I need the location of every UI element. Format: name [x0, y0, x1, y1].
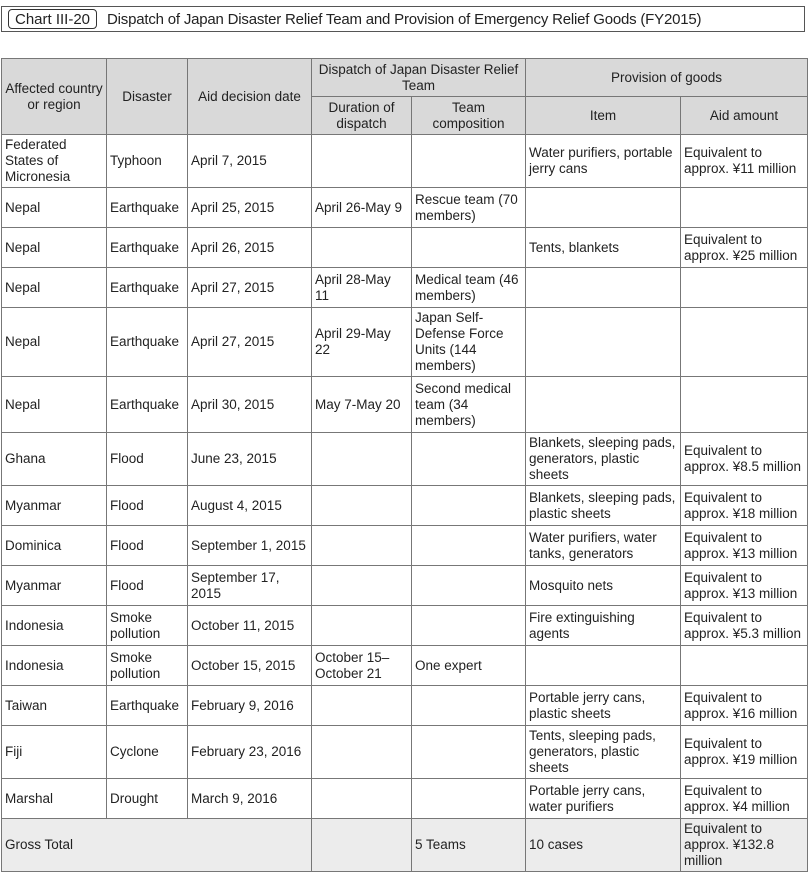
cell-amount: Equivalent to approx. ¥18 million: [681, 486, 808, 526]
header-date: Aid decision date: [188, 59, 312, 135]
cell-country: Indonesia: [2, 606, 107, 646]
cell-duration: April 29-May 22: [312, 308, 412, 377]
cell-amount: Equivalent to approx. ¥8.5 million: [681, 433, 808, 486]
cell-amount: Equivalent to approx. ¥13 million: [681, 566, 808, 606]
cell-duration: [312, 433, 412, 486]
cell-item: Portable jerry cans, water purifiers: [526, 779, 681, 819]
table-row: [2, 268, 808, 308]
cell-team: [412, 606, 526, 646]
cell-amount: [681, 377, 808, 433]
cell-item: Tents, blankets: [526, 228, 681, 268]
header-team: Team composition: [412, 97, 526, 135]
cell-duration: [312, 228, 412, 268]
cell-team: [412, 135, 526, 188]
cell-amount: Equivalent to approx. ¥19 million: [681, 726, 808, 779]
table-row: [2, 779, 808, 819]
header-goods-group: Provision of goods: [526, 59, 808, 97]
table-row: [2, 433, 808, 486]
cell-date: October 15, 2015: [188, 646, 312, 686]
table-row: [2, 135, 808, 188]
cell-duration: May 7-May 20: [312, 377, 412, 433]
cell-team: Medical team (46 members): [412, 268, 526, 308]
cell-date: February 23, 2016: [188, 726, 312, 779]
cell-item: Blankets, sleeping pads, generators, plastic sheets: [526, 433, 681, 486]
cell-amount: [681, 308, 808, 377]
cell-item: [526, 188, 681, 228]
cell-date: April 7, 2015: [188, 135, 312, 188]
cell-duration: [312, 486, 412, 526]
cell-amount: Equivalent to approx. ¥16 million: [681, 686, 808, 726]
cell-country: Myanmar: [2, 486, 107, 526]
cell-country: Dominica: [2, 526, 107, 566]
table-row: [2, 486, 808, 526]
cell-country: Nepal: [2, 308, 107, 377]
cell-item: [526, 646, 681, 686]
cell-disaster: Earthquake: [107, 686, 188, 726]
cell-country: Nepal: [2, 188, 107, 228]
chart-title: Dispatch of Japan Disaster Relief Team and Provision of Emergency Relief Goods (FY2015): [107, 10, 702, 28]
cell-disaster: Flood: [107, 486, 188, 526]
cell-duration: [312, 566, 412, 606]
cell-duration: April 28-May 11: [312, 268, 412, 308]
cell-amount: Equivalent to approx. ¥11 million: [681, 135, 808, 188]
cell-country: Ghana: [2, 433, 107, 486]
cell-country: Federated States of Micronesia: [2, 135, 107, 188]
cell-disaster: Earthquake: [107, 228, 188, 268]
cell-disaster: Smoke pollution: [107, 646, 188, 686]
cell-country: Nepal: [2, 228, 107, 268]
cell-country: Nepal: [2, 377, 107, 433]
cell-amount: Equivalent to approx. ¥25 million: [681, 228, 808, 268]
cell-date: August 4, 2015: [188, 486, 312, 526]
cell-disaster: Flood: [107, 566, 188, 606]
cell-team: [412, 566, 526, 606]
table-row: [2, 726, 808, 779]
cell-amount: [681, 646, 808, 686]
chart-title-bar: [1, 6, 805, 32]
cell-duration: [312, 686, 412, 726]
header-amount: Aid amount: [681, 97, 808, 135]
cell-country: Marshal: [2, 779, 107, 819]
cell-disaster: Earthquake: [107, 308, 188, 377]
table-row: [2, 606, 808, 646]
cell-date: September 17, 2015: [188, 566, 312, 606]
cell-date: April 25, 2015: [188, 188, 312, 228]
total-team: 5 Teams: [412, 819, 526, 872]
table-body: [2, 135, 808, 819]
cell-item: Water purifiers, water tanks, generators: [526, 526, 681, 566]
cell-country: Fiji: [2, 726, 107, 779]
total-duration: [312, 819, 412, 872]
cell-country: Nepal: [2, 268, 107, 308]
cell-team: Rescue team (70 members): [412, 188, 526, 228]
cell-date: October 11, 2015: [188, 606, 312, 646]
cell-item: [526, 377, 681, 433]
cell-duration: [312, 526, 412, 566]
cell-item: Tents, sleeping pads, generators, plastic sheets: [526, 726, 681, 779]
table-row: [2, 228, 808, 268]
header-duration: Duration of dispatch: [312, 97, 412, 135]
cell-disaster: Earthquake: [107, 188, 188, 228]
cell-date: June 23, 2015: [188, 433, 312, 486]
cell-country: Myanmar: [2, 566, 107, 606]
cell-team: Japan Self-Defense Force Units (144 members): [412, 308, 526, 377]
cell-item: Water purifiers, portable jerry cans: [526, 135, 681, 188]
cell-country: Taiwan: [2, 686, 107, 726]
cell-date: April 27, 2015: [188, 268, 312, 308]
cell-duration: [312, 606, 412, 646]
table-row: [2, 686, 808, 726]
cell-team: [412, 526, 526, 566]
table-row: [2, 377, 808, 433]
cell-disaster: Flood: [107, 526, 188, 566]
cell-disaster: Cyclone: [107, 726, 188, 779]
cell-amount: Equivalent to approx. ¥13 million: [681, 526, 808, 566]
cell-date: February 9, 2016: [188, 686, 312, 726]
cell-date: April 30, 2015: [188, 377, 312, 433]
cell-team: [412, 779, 526, 819]
cell-date: April 26, 2015: [188, 228, 312, 268]
relief-table: [1, 58, 808, 872]
cell-item: Blankets, sleeping pads, plastic sheets: [526, 486, 681, 526]
cell-disaster: Flood: [107, 433, 188, 486]
cell-disaster: Smoke pollution: [107, 606, 188, 646]
total-item: 10 cases: [526, 819, 681, 872]
cell-amount: [681, 188, 808, 228]
cell-item: [526, 268, 681, 308]
cell-item: Portable jerry cans, plastic sheets: [526, 686, 681, 726]
total-amount: Equivalent to approx. ¥132.8 million: [681, 819, 808, 872]
cell-disaster: Drought: [107, 779, 188, 819]
cell-team: Second medical team (34 members): [412, 377, 526, 433]
cell-disaster: Typhoon: [107, 135, 188, 188]
cell-amount: Equivalent to approx. ¥5.3 million: [681, 606, 808, 646]
cell-amount: Equivalent to approx. ¥4 million: [681, 779, 808, 819]
cell-date: September 1, 2015: [188, 526, 312, 566]
total-row: [2, 819, 808, 872]
table-row: [2, 646, 808, 686]
cell-date: March 9, 2016: [188, 779, 312, 819]
cell-team: [412, 433, 526, 486]
total-label: Gross Total: [2, 819, 312, 872]
header-item: Item: [526, 97, 681, 135]
cell-duration: April 26-May 9: [312, 188, 412, 228]
cell-team: [412, 228, 526, 268]
cell-team: [412, 726, 526, 779]
header-country: Affected country or region: [2, 59, 107, 135]
cell-item: Fire extinguishing agents: [526, 606, 681, 646]
cell-team: [412, 486, 526, 526]
table-row: [2, 526, 808, 566]
cell-duration: [312, 779, 412, 819]
header-dispatch-group: Dispatch of Japan Disaster Relief Team: [312, 59, 526, 97]
table-row: [2, 566, 808, 606]
cell-disaster: Earthquake: [107, 377, 188, 433]
cell-amount: [681, 268, 808, 308]
table-row: [2, 188, 808, 228]
cell-duration: October 15–October 21: [312, 646, 412, 686]
header-disaster: Disaster: [107, 59, 188, 135]
cell-duration: [312, 135, 412, 188]
cell-item: [526, 308, 681, 377]
cell-country: Indonesia: [2, 646, 107, 686]
cell-duration: [312, 726, 412, 779]
table-row: [2, 308, 808, 377]
cell-team: [412, 686, 526, 726]
chart-number-label: Chart III-20: [8, 9, 97, 29]
cell-date: April 27, 2015: [188, 308, 312, 377]
cell-item: Mosquito nets: [526, 566, 681, 606]
cell-team: One expert: [412, 646, 526, 686]
cell-disaster: Earthquake: [107, 268, 188, 308]
